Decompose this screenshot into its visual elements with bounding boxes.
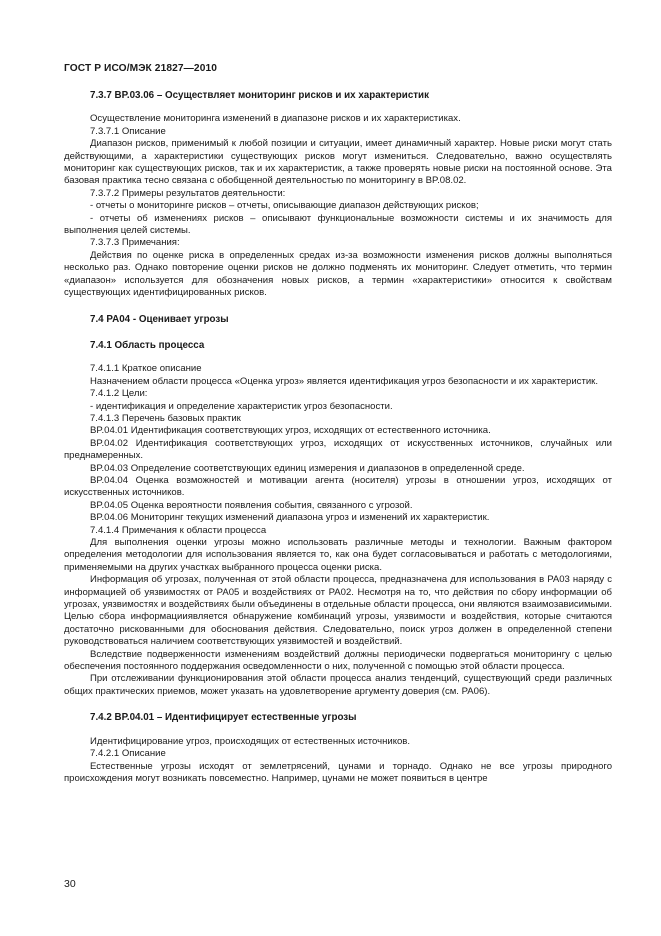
list-item: - отчеты об изменениях рисков – описывают функциональные возможности системы и их значимость для выполнения целей системы. <box>64 212 612 237</box>
section-heading-7-4: 7.4 PA04 - Оценивает угрозы <box>90 313 229 325</box>
list-item: BP.04.04 Оценка возможностей и мотивации агента (носителя) угрозы в отношении угроз, исходящих от искусственных источников. <box>64 474 612 499</box>
paragraph: 7.3.7.3 Примечания: <box>90 237 180 249</box>
section-heading-7-4-2: 7.4.2 BP.04.01 – Идентифицирует естественные угрозы <box>90 712 357 724</box>
page-number: 30 <box>64 878 76 890</box>
paragraph: Информация об угрозах, полученная от этой области процесса, предназначена для использования в PA03 наряду с информацией об уязвимостях от PA05 и воздействиях от PA02. Несмотря на то, что действия по сбору информации об угрозах, уязвимостях и воздействиях были объединены в отдельные области процесса, они являются взаимозависимыми. Целью сбора информацииявляется обнаружение комбинаций угрозы, уязвимости и воздействия, которые считаются достаточно рискованными для обоснования действия. Следовательно, поиск угроз должен в определенной степени руководствоваться наличием соответствующих уязвимостей и воздействий. <box>64 574 612 648</box>
paragraph: 7.4.1.1 Краткое описание <box>90 363 202 375</box>
paragraph: 7.4.1.3 Перечень базовых практик <box>90 412 241 424</box>
paragraph: Идентифицирование угроз, происходящих от естественных источников. <box>90 735 411 747</box>
paragraph: Назначением области процесса «Оценка угроз» является идентификация угроз безопасности и их характеристик. <box>90 375 598 387</box>
paragraph: Осуществление мониторинга изменений в диапазоне рисков и их характеристиках. <box>90 113 461 125</box>
standard-header: ГОСТ Р ИСО/МЭК 21827—2010 <box>64 63 217 74</box>
paragraph: Действия по оценке риска в определенных средах из-за возможности изменения рисков должны выполняться несколько раз. Однако повторение оценки рисков не должно подменять их мониторинг. Следует отметить, что термин «диапазон» используется для обозначения новых рисков, а термин «характеристики» относится к свойствам существующих идентифицированных рисков. <box>64 249 612 299</box>
list-item: BP.04.05 Оценка вероятности появления события, связанного с угрозой. <box>90 499 413 511</box>
paragraph: 7.4.1.2 Цели: <box>90 388 148 400</box>
paragraph: Вследствие подверженности изменениям воздействий должны периодически подвергаться мониторингу с целью обеспечения постоянного поддержания осведомленности о них, полученной с помощью этой области процесса. <box>64 648 612 673</box>
paragraph: 7.4.1.4 Примечания к области процесса <box>90 524 267 536</box>
paragraph: Естественные угрозы исходят от землетрясений, цунами и торнадо. Однако не все угрозы природного происхождения могут возникать повсеместно. Например, цунами не может появиться в центре <box>64 760 612 784</box>
list-item: BP.04.02 Идентификация соответствующих угроз, исходящих от искусственных источников, случайных или преднамеренных. <box>64 437 612 462</box>
list-item: BP.04.01 Идентификация соответствующих угроз, исходящих от естественного источника. <box>90 425 491 437</box>
section-heading-7-3-7: 7.3.7 BP.03.06 – Осуществляет мониторинг рисков и их характеристик <box>90 90 429 101</box>
paragraph: 7.4.2.1 Описание <box>90 748 166 760</box>
paragraph: Для выполнения оценки угрозы можно использовать различные методы и технологии. Важным фактором определения методологии для использования является то, как она будет согласовываться и работать с методологиями, применяемыми на других участках выбранного процесса оценки риска. <box>64 537 612 573</box>
paragraph: Диапазон рисков, применимый к любой позиции и ситуации, имеет динамичный характер. Новые риски могут стать действующими, а характеристики существующих рисков могут измениться. Следовательно, важно осуществлять мониторинг как существующих рисков, так и их характеристик, а также проверять новые риски на постоянной основе. Эта базовая практика тесно связана с обобщенной деятельностью по мониторингу в BP.08.02. <box>64 138 612 187</box>
section-heading-7-4-1: 7.4.1 Область процесса <box>90 339 205 351</box>
document-body <box>64 86 612 785</box>
list-item: BP.04.06 Мониторинг текущих изменений диапазона угроз и изменений их характеристик. <box>90 512 490 524</box>
paragraph: 7.3.7.2 Примеры результатов деятельности: <box>90 187 286 199</box>
list-item: - отчеты о мониторинге рисков – отчеты, описывающие диапазон действующих рисков; <box>90 200 479 212</box>
paragraph: 7.3.7.1 Описание <box>90 125 166 137</box>
list-item: BP.04.03 Определение соответствующих единиц измерения и диапазонов в определенной среде. <box>90 462 525 474</box>
list-item: - идентификация и определение характеристик угроз безопасности. <box>90 400 393 412</box>
paragraph: При отслеживании функционирования этой области процесса анализ тенденций, существующий среди различных общих практических приемов, может указать на удовлетворение аргументу доверия (см. PA06). <box>64 673 612 697</box>
